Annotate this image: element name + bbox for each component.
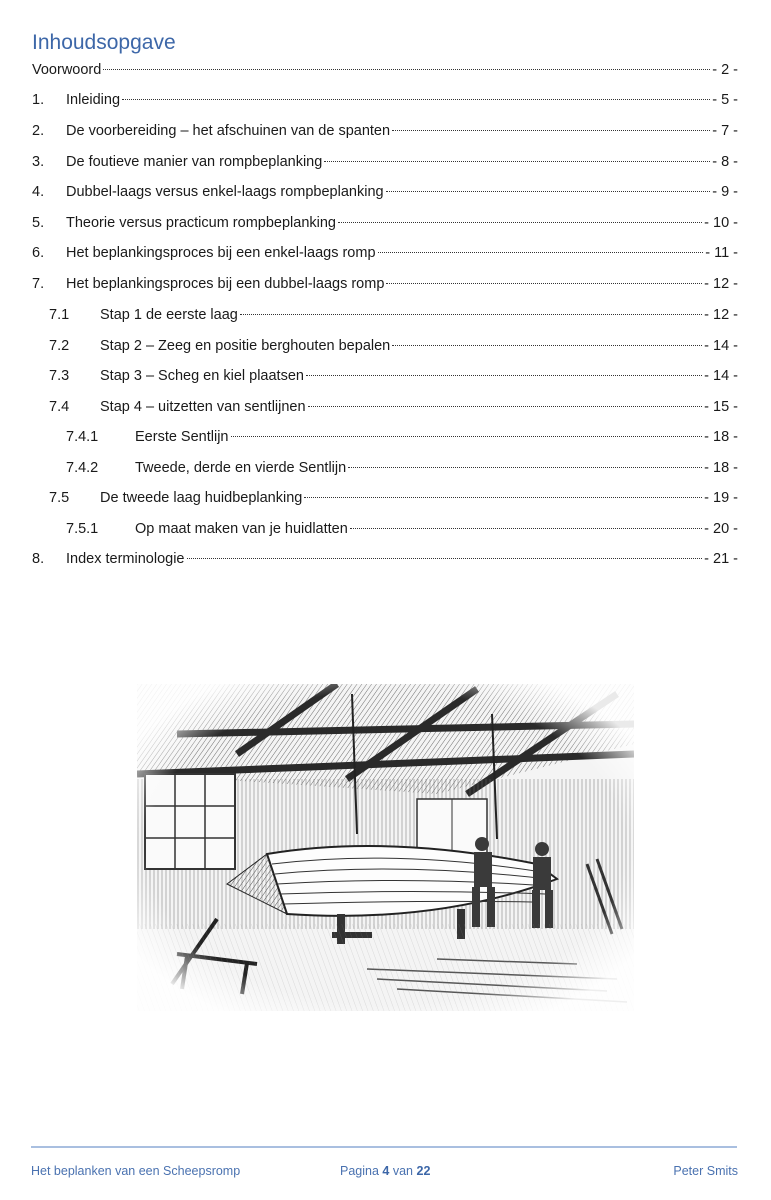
toc-entry-page: - 14 - xyxy=(704,368,738,384)
toc-entry-text: Index terminologie xyxy=(66,551,185,567)
toc-entry-number: 6. xyxy=(32,245,45,261)
toc-entry-text: Het beplankingsproces bij een dubbel-laags romp xyxy=(66,276,385,292)
toc-entry-number: 7.2 xyxy=(49,338,70,354)
toc-entry[interactable] xyxy=(32,62,738,84)
toc-leader-dots xyxy=(187,558,703,559)
toc-entry-number: 7. xyxy=(32,276,45,292)
toc-entry-number: 2. xyxy=(32,123,45,139)
toc-entry-text: De foutieve manier van rompbeplanking xyxy=(66,154,323,170)
toc-leader-dots xyxy=(304,497,702,498)
toc-entry[interactable] xyxy=(49,338,738,360)
toc-entry-page: - 9 - xyxy=(712,184,738,200)
toc-entry[interactable] xyxy=(49,399,738,421)
toc-leader-dots xyxy=(350,528,702,529)
toc-entry-text: Theorie versus practicum rompbeplanking xyxy=(66,215,336,231)
footer-page-of: van xyxy=(392,1164,414,1178)
toc-entry[interactable] xyxy=(32,245,738,267)
toc-entry-number: 8. xyxy=(32,551,45,567)
toc-entry[interactable] xyxy=(32,92,738,114)
toc-entry-page: - 21 - xyxy=(704,551,738,567)
toc-entry-page: - 18 - xyxy=(704,460,738,476)
toc-entry-number: 7.4.1 xyxy=(66,429,99,445)
toc-entry-number: 7.4.2 xyxy=(66,460,99,476)
toc-entry[interactable] xyxy=(32,184,738,206)
toc-entry-page: - 7 - xyxy=(712,123,738,139)
toc-title: Inhoudsopgave xyxy=(32,31,176,54)
toc-entry-text: Op maat maken van je huidlatten xyxy=(135,521,348,537)
toc-entry-text: Dubbel-laags versus enkel-laags rompbeplanking xyxy=(66,184,384,200)
toc-entry-text: Voorwoord xyxy=(32,62,102,78)
toc-entry-number: 7.5.1 xyxy=(66,521,99,537)
toc-entry[interactable] xyxy=(49,368,738,390)
toc-entry-number: 4. xyxy=(32,184,45,200)
toc-entry-number: 7.1 xyxy=(49,307,70,323)
toc-leader-dots xyxy=(348,467,702,468)
toc-leader-dots xyxy=(392,345,702,346)
toc-entry[interactable] xyxy=(32,551,738,573)
toc-leader-dots xyxy=(338,222,702,223)
toc-entry-text: Stap 1 de eerste laag xyxy=(100,307,238,323)
toc-entry-number: 7.3 xyxy=(49,368,70,384)
toc-entry[interactable] xyxy=(49,307,738,329)
toc-entry-text: Het beplankingsproces bij een enkel-laags romp xyxy=(66,245,376,261)
toc-leader-dots xyxy=(231,436,703,437)
toc-entry[interactable] xyxy=(49,490,738,512)
toc-leader-dots xyxy=(386,283,702,284)
toc-entry-page: - 18 - xyxy=(704,429,738,445)
toc-entry-number: 3. xyxy=(32,154,45,170)
toc-entry-text: Eerste Sentlijn xyxy=(135,429,229,445)
toc-leader-dots xyxy=(324,161,710,162)
toc-entry-page: - 14 - xyxy=(704,338,738,354)
toc-entry-page: - 2 - xyxy=(712,62,738,78)
toc-leader-dots xyxy=(392,130,710,131)
toc-entry-page: - 11 - xyxy=(705,245,738,261)
toc-entry[interactable] xyxy=(32,123,738,145)
toc-entry-page: - 8 - xyxy=(712,154,738,170)
toc-entry-page: - 20 - xyxy=(704,521,738,537)
toc-entry-text: Stap 3 – Scheg en kiel plaatsen xyxy=(100,368,304,384)
toc-entry-text: De tweede laag huidbeplanking xyxy=(100,490,303,506)
footer-page-current: 4 xyxy=(382,1164,390,1178)
footer-page-total: 22 xyxy=(416,1164,431,1178)
toc-leader-dots xyxy=(240,314,702,315)
toc-entry-page: - 12 - xyxy=(704,307,738,323)
toc-entry-number: 1. xyxy=(32,92,45,108)
toc-entry-number: 5. xyxy=(32,215,45,231)
toc-entry-page: - 12 - xyxy=(704,276,738,292)
toc-entry-page: - 19 - xyxy=(704,490,738,506)
toc-entry-text: Inleiding xyxy=(66,92,121,108)
footer-author: Peter Smits xyxy=(673,1164,738,1178)
toc-leader-dots xyxy=(378,252,704,253)
toc-entry-page: - 10 - xyxy=(704,215,738,231)
boatbuilding-engraving-icon xyxy=(137,684,634,1011)
toc-leader-dots xyxy=(308,406,703,407)
toc-entry-number: 7.5 xyxy=(49,490,70,506)
toc-entry-text: Stap 2 – Zeeg en positie berghouten bepalen xyxy=(100,338,391,354)
toc-entry-page: - 5 - xyxy=(712,92,738,108)
toc-entry-text: Stap 4 – uitzetten van sentlijnen xyxy=(100,399,306,415)
footer-document-title: Het beplanken van een Scheepsromp xyxy=(31,1164,241,1178)
footer-page-prefix: Pagina xyxy=(340,1164,379,1178)
toc-entry[interactable] xyxy=(32,215,738,237)
toc-entry-page: - 15 - xyxy=(704,399,738,415)
toc-leader-dots xyxy=(386,191,711,192)
toc-entry[interactable] xyxy=(66,521,738,543)
toc-entry-text: De voorbereiding – het afschuinen van de spanten xyxy=(66,123,391,139)
footer-divider xyxy=(31,1146,737,1148)
toc-leader-dots xyxy=(103,69,710,70)
toc-entry-text: Tweede, derde en vierde Sentlijn xyxy=(135,460,347,476)
toc-leader-dots xyxy=(306,375,702,376)
footer-page-number xyxy=(340,1164,430,1178)
toc-entry[interactable] xyxy=(66,460,738,482)
toc-entry[interactable] xyxy=(32,154,738,176)
toc-entry[interactable] xyxy=(32,276,738,298)
toc-leader-dots xyxy=(122,99,710,100)
toc-entry-number: 7.4 xyxy=(49,399,70,415)
toc-entry[interactable] xyxy=(66,429,738,451)
